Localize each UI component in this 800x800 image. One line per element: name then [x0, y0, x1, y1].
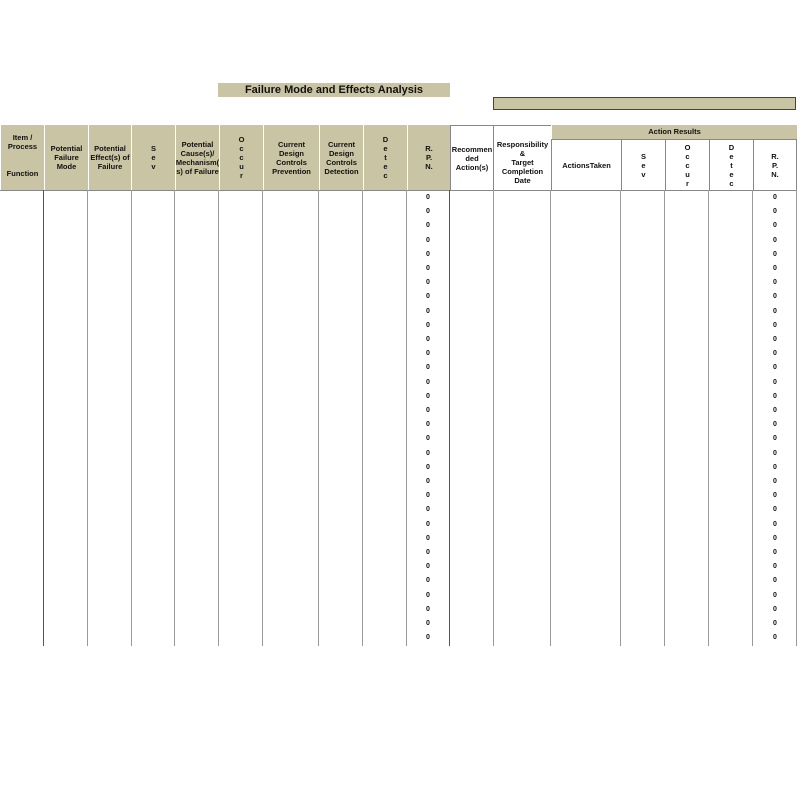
- action-rpn-value: 0: [773, 279, 777, 287]
- header-action-occur: O c c u r: [665, 139, 709, 190]
- action-rpn-value: 0: [773, 194, 777, 201]
- header-current-design-prevention: Current Design Controls Prevention: [263, 125, 319, 190]
- action-rpn-value: 0: [773, 378, 777, 386]
- action-rpn-value: 0: [773, 605, 777, 613]
- rpn-value: 0: [426, 336, 430, 343]
- header-action-rpn: R. P. N.: [753, 139, 797, 190]
- column-rule: [620, 190, 621, 646]
- header-current-design-detection: Current Design Controls Detection: [319, 125, 363, 190]
- rpn-value: 0: [426, 463, 430, 471]
- action-rpn-value: 0: [773, 421, 777, 429]
- action-rpn-value: 0: [773, 293, 777, 301]
- header-divider: [0, 190, 797, 191]
- header-responsibility: Responsibility & Target Completion Date: [493, 125, 551, 190]
- action-rpn-value: 0: [773, 506, 777, 514]
- rpn-value: 0: [426, 307, 430, 315]
- action-rpn-value: 0: [773, 265, 777, 272]
- rpn-value: 0: [426, 577, 430, 585]
- rpn-value: 0: [426, 449, 430, 457]
- column-rule: [708, 190, 709, 646]
- action-rpn-value: 0: [773, 620, 777, 627]
- action-rpn-value: 0: [773, 222, 777, 230]
- rpn-value: 0: [426, 634, 430, 642]
- header-action-results: Action Results: [551, 125, 797, 139]
- rpn-value: 0: [426, 321, 430, 329]
- rpn-value: 0: [426, 591, 430, 599]
- column-rule: [449, 190, 450, 646]
- header-potential-failure-mode: Potential Failure Mode: [44, 125, 88, 190]
- column-rule: [318, 190, 319, 646]
- rpn-value: 0: [426, 293, 430, 301]
- action-rpn-value: 0: [773, 634, 777, 642]
- header-potential-causes: Potential Cause(s)/ Mechanism( s) of Failure: [175, 125, 219, 190]
- action-rpn-value: 0: [773, 435, 777, 443]
- rpn-value: 0: [426, 407, 430, 414]
- header-sev: S e v: [131, 125, 175, 190]
- header-action-detec: D e t e c: [709, 139, 753, 190]
- rpn-value: 0: [426, 378, 430, 386]
- action-rpn-value: 0: [773, 463, 777, 471]
- column-rule: [550, 190, 551, 646]
- rpn-value: 0: [426, 279, 430, 287]
- header-band: [493, 97, 796, 110]
- rpn-value: 0: [426, 520, 430, 528]
- rpn-value: 0: [426, 350, 430, 358]
- action-rpn-value: 0: [773, 478, 777, 485]
- action-rpn-value: 0: [773, 449, 777, 457]
- column-rule: [752, 190, 753, 646]
- action-rpn-value: 0: [773, 520, 777, 528]
- action-rpn-value: 0: [773, 336, 777, 343]
- column-rule: [664, 190, 665, 646]
- column-rule: [493, 190, 494, 646]
- action-rpn-value: 0: [773, 364, 777, 372]
- page-title: Failure Mode and Effects Analysis: [218, 83, 450, 97]
- action-rpn-value: 0: [773, 407, 777, 414]
- action-rpn-value: 0: [773, 534, 777, 542]
- rpn-value: 0: [426, 194, 430, 201]
- column-rule: [218, 190, 219, 646]
- action-rpn-value: 0: [773, 549, 777, 556]
- column-rule: [362, 190, 363, 646]
- header-action-sev: S e v: [621, 139, 665, 190]
- rpn-value: 0: [426, 478, 430, 485]
- rpn-value: 0: [426, 250, 430, 258]
- action-rpn-value: 0: [773, 307, 777, 315]
- rpn-value: 0: [426, 208, 430, 216]
- rpn-value: 0: [426, 222, 430, 230]
- rpn-value: 0: [426, 435, 430, 443]
- rpn-value: 0: [426, 364, 430, 372]
- header-recommended-actions: Recommen ded Action(s): [450, 125, 493, 190]
- rpn-value: 0: [426, 236, 430, 244]
- rpn-value: 0: [426, 265, 430, 272]
- action-rpn-value: 0: [773, 250, 777, 258]
- rpn-value: 0: [426, 605, 430, 613]
- header-item-process-function: Item / Process Function: [0, 125, 44, 190]
- rpn-value: 0: [426, 392, 430, 400]
- action-rpn-value: 0: [773, 591, 777, 599]
- rpn-value: 0: [426, 506, 430, 514]
- action-rpn-value: 0: [773, 350, 777, 358]
- rpn-value: 0: [426, 563, 430, 571]
- rpn-value: 0: [426, 620, 430, 627]
- rpn-value: 0: [426, 534, 430, 542]
- rpn-value: 0: [426, 549, 430, 556]
- action-rpn-value: 0: [773, 208, 777, 216]
- header-potential-effects: Potential Effect(s) of Failure: [88, 125, 131, 190]
- action-rpn-value: 0: [773, 492, 777, 500]
- column-rule: [174, 190, 175, 646]
- column-rule: [262, 190, 263, 646]
- column-rule: [87, 190, 88, 646]
- action-rpn-value: 0: [773, 392, 777, 400]
- header-detec: D e t e c: [363, 125, 407, 190]
- column-rule: [43, 190, 44, 646]
- rpn-value: 0: [426, 421, 430, 429]
- action-rpn-value: 0: [773, 321, 777, 329]
- action-rpn-value: 0: [773, 236, 777, 244]
- column-rule: [796, 190, 797, 646]
- rpn-value: 0: [426, 492, 430, 500]
- header-rpn: R. P. N.: [407, 125, 450, 190]
- column-rule: [131, 190, 132, 646]
- action-rpn-value: 0: [773, 563, 777, 571]
- column-rule: [406, 190, 407, 646]
- action-rpn-value: 0: [773, 577, 777, 585]
- header-actions-taken: ActionsTaken: [551, 139, 621, 190]
- header-occur: O c c u r: [219, 125, 263, 190]
